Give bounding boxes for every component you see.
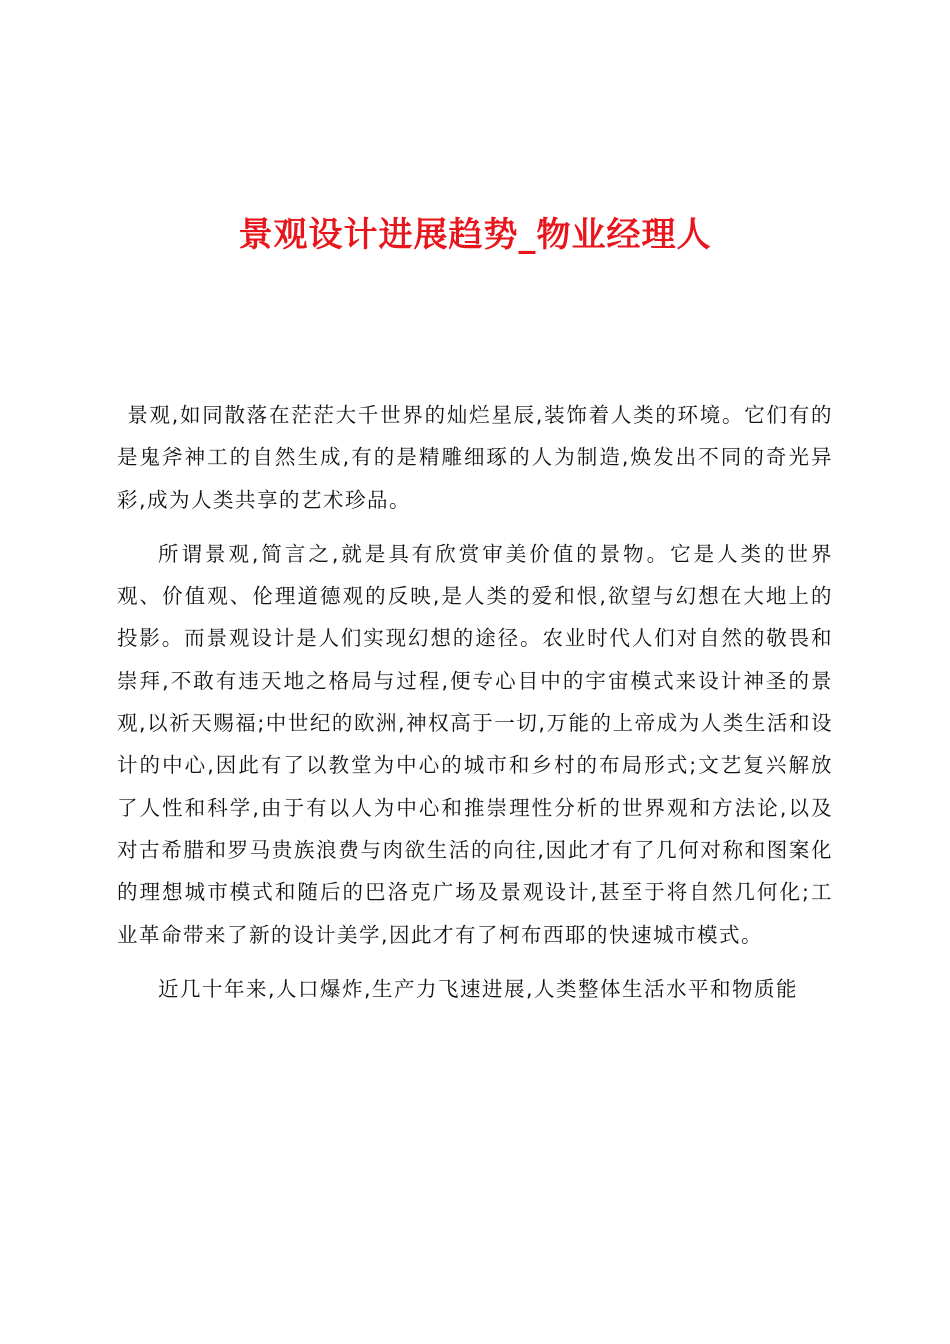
paragraph-intro: 景观,如同散落在茫茫大千世界的灿烂星辰,装饰着人类的环境。它们有的是鬼斧神工的自然生成,有的是精雕细琢的人为制造,焕发出不同的奇光异彩,成为人类共享的艺术珍品。: [117, 403, 833, 512]
document-body: [117, 394, 833, 1022]
paragraph-definition: 所谓景观,简言之,就是具有欣赏审美价值的景物。它是人类的世界观、价值观、伦理道德观的反映,是人类的爱和恨,欲望与幻想在大地上的投影。而景观设计是人们实现幻想的途径。农业时代人们对自然的敬畏和崇拜,不敢有违天地之格局与过程,便专心目中的宇宙模式来设计神圣的景观,以祈天赐福;中世纪的欧洲,神权高于一切,万能的上帝成为人类生活和设计的中心,因此有了以教堂为中心的城市和乡村的布局形式;文艺复兴解放了人性和科学,由于有以人为中心和推崇理性分析的世界观和方法论,以及对古希腊和罗马贵族浪费与肉欲生活的向往,因此才有了几何对称和图案化的理想城市模式和随后的巴洛克广场及景观设计,甚至于将自然几何化;工业革命带来了新的设计美学,因此才有了柯布西耶的快速城市模式。: [117, 541, 833, 947]
document-title: 景观设计进展趋势_物业经理人: [238, 215, 712, 255]
paragraph-recent-decades: 近几十年来,人口爆炸,生产力飞速进展,人类整体生活水平和物质能: [158, 976, 799, 1001]
